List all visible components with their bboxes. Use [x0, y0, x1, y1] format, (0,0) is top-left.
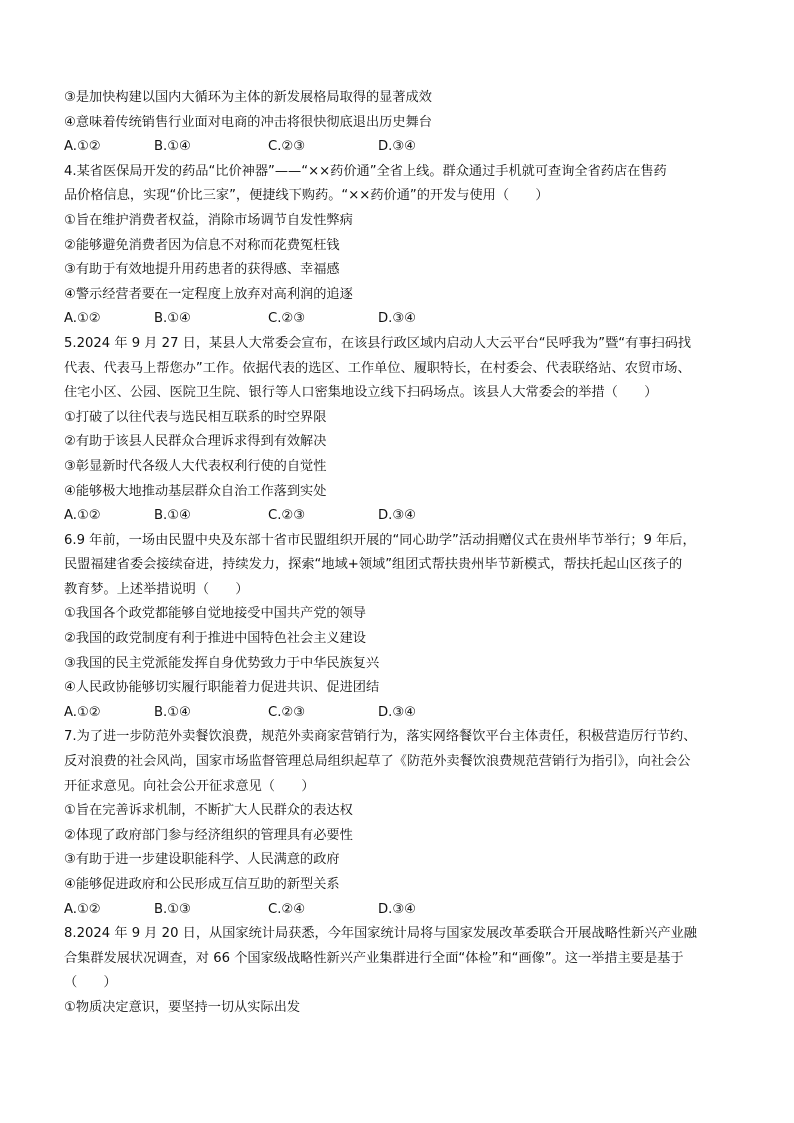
q6-option-b: B.①④	[154, 704, 191, 720]
q5-option-a: A.①②	[64, 508, 101, 524]
q4-item-2: ②能够避免消费者因为信息不对称而花费冤枉钱	[64, 237, 340, 253]
q7-option-d: D.③④	[378, 901, 416, 917]
q5-option-c: C.②③	[268, 508, 306, 524]
q6-stem-line-2: 民盟福建省委会接续奋进，持续发力，探索“地域+领域”组团式帮扶贵州毕节新模式，帮扶托起山区孩子的	[64, 557, 683, 573]
q7-stem-line-3: 开征求意见。向社会公开征求意见（ ）	[64, 778, 315, 794]
q6-stem-line-1: 6.9 年前，一场由民盟中央及东部十省市民盟组织开展的“同心助学”活动捐赠仪式在贵州毕节举行；9 年后，	[64, 532, 696, 548]
q5-option-b: B.①④	[154, 508, 191, 524]
q6-item-4: ④人民政协能够切实履行职能着力促进共识、促进团结	[64, 680, 380, 696]
q4-stem-line-2: 品价格信息，实现“价比三家”，便捷线下购药。“××药价通”的开发与使用（ ）	[64, 188, 549, 204]
q5-stem-line-2: 代表、代表马上帮您办”工作。依据代表的选区、工作单位、履职特长，在村委会、代表联络站、农贸市场、	[64, 360, 691, 376]
q7-item-3: ③有助于进一步建设职能科学、人民满意的政府	[64, 852, 340, 868]
q3-item-3: ③是加快构建以国内大循环为主体的新发展格局取得的显著成效	[64, 90, 432, 105]
q5-item-2: ②有助于该县人民群众合理诉求得到有效解决	[64, 434, 327, 450]
q7-item-1: ①旨在完善诉求机制，不断扩大人民群众的表达权	[64, 803, 353, 819]
q6-options	[64, 701, 744, 726]
q5-stem-line-1: 5.2024 年 9 月 27 日，某县人大常委会宣布，在该县行政区域内启动人大云平台“民呼我为”暨“有事扫码找	[64, 335, 692, 351]
q8-item-1: ①物质决定意识，要坚持一切从实际出发	[64, 999, 301, 1015]
q7-option-a: A.①②	[64, 901, 101, 917]
q7-stem-line-2: 反对浪费的社会风尚，国家市场监督管理总局组织起草了《防范外卖餐饮浪费规范营销行为指引》，向社会公	[64, 754, 691, 770]
q5-option-d: D.③④	[378, 508, 416, 524]
q8-stem-line-1: 8.2024 年 9 月 20 日，从国家统计局获悉，今年国家统计局将与国家发展改革委联合开展战略性新兴产业融	[64, 926, 697, 942]
q3-option-b: B.①④	[154, 139, 191, 155]
q6-item-2: ②我国的政党制度有利于推进中国特色社会主义建设	[64, 631, 366, 647]
q8-stem-line-3: （ ）	[64, 975, 117, 991]
q3-option-c: C.②③	[268, 139, 306, 155]
q4-option-c: C.②③	[268, 311, 306, 327]
q6-option-a: A.①②	[64, 704, 101, 720]
q7-stem-line-1: 7.为了进一步防范外卖餐饮浪费，规范外卖商家营销行为，落实网络餐饮平台主体责任，积极营造厉行节约、	[64, 729, 697, 745]
q5-item-1: ①打破了以往代表与选民相互联系的时空界限	[64, 409, 327, 425]
q6-option-c: C.②③	[268, 704, 306, 720]
q6-item-3: ③我国的民主党派能发挥自身优势致力于中华民族复兴	[64, 655, 380, 671]
q3-options	[64, 135, 744, 160]
q4-stem-line-1: 4.某省医保局开发的药品“比价神器”——“××药价通”全省上线。群众通过手机就可查询全省药店在售药	[64, 163, 667, 179]
q8-stem-line-2: 合集群发展状况调查，对 66 个国家级战略性新兴产业集群进行全面“体检”和“画像”。这一举措主要是基于	[64, 950, 684, 966]
q7-item-4: ④能够促进政府和公民形成互信互助的新型关系	[64, 877, 340, 892]
q6-stem-line-3: 教育梦。上述举措说明（ ）	[64, 581, 249, 597]
q6-item-1: ①我国各个政党都能够自觉地接受中国共产党的领导	[64, 606, 366, 622]
q4-item-4: ④警示经营者要在一定程度上放弃对高利润的追逐	[64, 286, 353, 302]
q7-item-2: ②体现了政府部门参与经济组织的管理具有必要性	[64, 827, 353, 843]
q5-item-4: ④能够极大地推动基层群众自治工作落到实处	[64, 483, 327, 499]
q3-option-a: A.①②	[64, 139, 101, 155]
q5-item-3: ③彰显新时代各级人大代表权利行使的自觉性	[64, 458, 327, 474]
q4-option-a: A.①②	[64, 311, 101, 327]
q4-option-b: B.①④	[154, 311, 191, 327]
q5-options	[64, 504, 744, 529]
q7-option-b: B.①③	[154, 901, 191, 917]
q4-option-d: D.③④	[378, 311, 416, 327]
q7-option-c: C.②④	[268, 901, 306, 917]
q3-item-4: ④意味着传统销售行业面对电商的冲击将很快彻底退出历史舞台	[64, 114, 432, 130]
q3-option-d: D.③④	[378, 139, 416, 155]
question-text-block	[64, 86, 744, 1021]
q4-options	[64, 307, 744, 332]
q4-item-3: ③有助于有效地提升用药患者的获得感、幸福感	[64, 262, 340, 278]
q7-options	[64, 898, 744, 923]
q5-stem-line-3: 住宅小区、公园、医院卫生院、银行等人口密集地设立线下扫码场点。该县人大常委会的举措（ ）	[64, 385, 658, 401]
q6-option-d: D.③④	[378, 704, 416, 720]
q4-item-1: ①旨在维护消费者权益，消除市场调节自发性弊病	[64, 212, 353, 228]
